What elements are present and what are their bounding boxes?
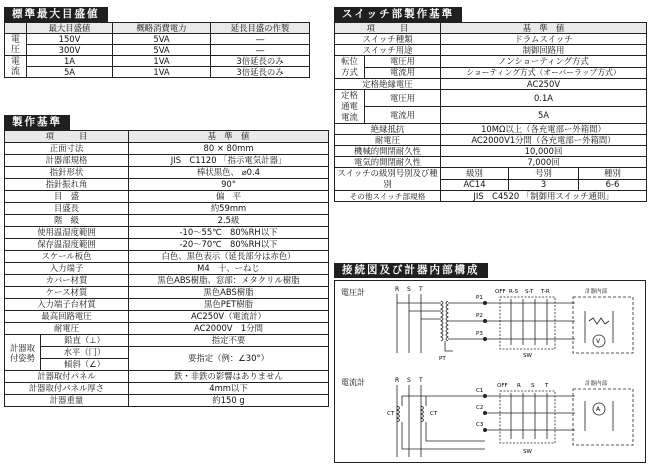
table-row xyxy=(335,45,647,56)
scale-table xyxy=(4,22,310,78)
grade-value: 6-6 xyxy=(579,179,647,191)
value-cell: ドラムスイッチ xyxy=(441,34,647,45)
sub-cell: 電流用 xyxy=(365,107,441,124)
grade-value: AC14 xyxy=(441,179,509,191)
transfer-label: 転位方式 xyxy=(335,56,365,79)
value-cell: ショーティング方式（オーバーラップ方式） xyxy=(441,67,647,79)
table-row xyxy=(5,143,329,155)
header-cell: 概略消費電力 xyxy=(113,23,211,34)
grade-label: スイッチの級別号別及び種別 xyxy=(335,168,441,191)
table-cell: 300V xyxy=(27,45,113,56)
wiring-diagram xyxy=(334,280,646,463)
item-cell: 入力端子台材質 xyxy=(5,299,129,311)
position-label: OFF xyxy=(497,383,508,389)
position-label: R-S xyxy=(509,289,519,295)
manufacturing-section-title: 製作基準 xyxy=(4,115,70,130)
table-row xyxy=(5,275,329,287)
item-cell: 計器取付パネル xyxy=(5,371,129,383)
value-cell: -20〜70℃ 80%RH以下 xyxy=(129,239,329,251)
header-cell: 最大目盛値 xyxy=(27,23,113,34)
position-label: S-T xyxy=(525,289,534,295)
table-row xyxy=(5,239,329,251)
value-cell: 白色、黒色表示（延長部分は赤色） xyxy=(129,251,329,263)
value-cell: 黒色ABS樹脂 xyxy=(129,287,329,299)
grade-value: 3 xyxy=(509,179,579,191)
sub-cell: 電流用 xyxy=(365,67,441,79)
value-cell: AC250V（電流計） xyxy=(129,311,329,323)
table-row xyxy=(5,347,329,359)
value-cell: 4mm以下 xyxy=(129,383,329,395)
ammeter-symbol: A xyxy=(596,406,601,413)
table-cell: 1A xyxy=(27,56,113,67)
table-row xyxy=(5,395,329,407)
value-cell: 10,000回 xyxy=(441,146,647,157)
table-row xyxy=(5,45,310,56)
table-cell: 5VA xyxy=(113,34,211,45)
rated-current-label: 定格通電電流 xyxy=(335,90,365,124)
item-cell: スケール板色 xyxy=(5,251,129,263)
value-cell: 約59mm xyxy=(129,203,329,215)
table-row xyxy=(5,34,310,45)
table-row xyxy=(5,203,329,215)
item-cell: 指針振れ角 xyxy=(5,179,129,191)
item-cell: 定格絶縁電圧 xyxy=(335,79,441,90)
value-cell: ノンショーティング方式 xyxy=(441,56,647,68)
item-cell: 耐電圧 xyxy=(5,323,129,335)
phase-label: S xyxy=(407,377,411,384)
table-row xyxy=(335,34,647,45)
item-cell: ケース材質 xyxy=(5,287,129,299)
value-cell: M4 十、ーねじ xyxy=(129,263,329,275)
item-cell: 計器重量 xyxy=(5,395,129,407)
value-cell: JIS C4520 「制御用スイッチ通則」 xyxy=(441,191,647,202)
value-cell: AC2000V1分間（各充電部ー外箱間） xyxy=(441,135,647,146)
wiring-diagram-svg xyxy=(335,281,645,462)
table-cell: 5VA xyxy=(113,45,211,56)
mounting-value: 要指定（例：∠30°） xyxy=(129,347,329,371)
item-cell: 階 級 xyxy=(5,215,129,227)
table-row xyxy=(335,191,647,202)
table-row xyxy=(335,124,647,135)
table-row xyxy=(335,56,647,68)
table-row xyxy=(5,155,329,167)
position-label: T-R xyxy=(541,289,550,295)
phase-label: T xyxy=(419,286,423,293)
table-cell: 150V xyxy=(27,34,113,45)
value-cell: AC2000V 1分間 xyxy=(129,323,329,335)
value-cell: JIS C1120 「指示電気計器」 xyxy=(129,155,329,167)
table-row xyxy=(5,311,329,323)
table-row xyxy=(5,287,329,299)
position-label: T xyxy=(545,383,549,389)
value-cell: -10〜55℃ 80%RH以下 xyxy=(129,227,329,239)
ct-label: CT xyxy=(430,411,438,417)
switch-table xyxy=(334,22,647,202)
table-row xyxy=(5,227,329,239)
item-cell: 計器部規格 xyxy=(5,155,129,167)
voltmeter-terminals xyxy=(483,301,487,341)
sw-label: SW xyxy=(523,449,532,455)
sub-cell: 電圧用 xyxy=(365,56,441,68)
header-value: 基 準 値 xyxy=(441,23,647,34)
ammeter-circuit xyxy=(397,385,633,457)
terminal-label: P2 xyxy=(476,313,483,319)
item-cell: 計器取付パネル厚さ xyxy=(5,383,129,395)
position-label: OFF xyxy=(495,289,506,295)
header-value: 基 準 値 xyxy=(129,131,329,143)
item-cell: 電気的開閉耐久性 xyxy=(335,157,441,168)
ammeter-terminals xyxy=(483,394,487,432)
sw-label: SW xyxy=(523,353,532,359)
table-row xyxy=(335,67,647,79)
table-row xyxy=(5,299,329,311)
phase-label: R xyxy=(395,377,400,384)
mounting-sub: 鉛直（⊥） xyxy=(41,335,129,347)
table-row xyxy=(5,56,310,67)
value-cell: 棒状黒色、 ⌀0.4 xyxy=(129,167,329,179)
value-cell: 約150 g xyxy=(129,395,329,407)
terminal-label: C2 xyxy=(476,405,484,411)
item-cell: カバー材質 xyxy=(5,275,129,287)
table-cell: 1VA xyxy=(113,67,211,78)
item-cell: 機械的開閉耐久性 xyxy=(335,146,441,157)
value-cell: 2.5級 xyxy=(129,215,329,227)
voltmeter-label: 電圧計 xyxy=(341,288,365,297)
position-label: R xyxy=(517,383,521,389)
item-cell: 絶縁抵抗 xyxy=(335,124,441,135)
header-cell: 延長目盛の作製 xyxy=(211,23,310,34)
value-cell: 制御回路用 xyxy=(441,45,647,56)
value-cell: 偏 平 xyxy=(129,191,329,203)
value-cell: 80 × 80mm xyxy=(129,143,329,155)
terminal-label: C1 xyxy=(476,388,484,394)
value-cell: 黒色ABS樹脂、窓部：メタクリル樹脂 xyxy=(129,275,329,287)
table-row xyxy=(335,157,647,168)
ammeter-label: 電流計 xyxy=(341,378,365,387)
mounting-value: 指定不要 xyxy=(129,335,329,347)
table-row xyxy=(5,323,329,335)
item-cell: 入力端子 xyxy=(5,263,129,275)
table-header-row xyxy=(5,23,310,34)
table-row xyxy=(5,251,329,263)
grade-header: 号別 xyxy=(509,168,579,180)
table-row xyxy=(335,90,647,107)
switch-section-title: スイッチ部製作基準 xyxy=(334,7,462,22)
table-cell: 5A xyxy=(27,67,113,78)
phase-label: T xyxy=(419,377,423,384)
group-label-current: 電流 xyxy=(5,56,27,78)
diagram-section-title: 接続図及び計器内部構成 xyxy=(334,263,488,278)
table-row xyxy=(335,135,647,146)
header-item: 項 目 xyxy=(5,131,129,143)
value-cell: 鉄・非鉄の影響はありません xyxy=(129,371,329,383)
item-cell: スイッチ用途 xyxy=(335,45,441,56)
item-cell: 耐電圧 xyxy=(335,135,441,146)
value-cell: 5A xyxy=(441,107,647,124)
item-cell: 指針形状 xyxy=(5,167,129,179)
voltmeter-symbol: V xyxy=(596,338,601,345)
table-row xyxy=(5,179,329,191)
table-row xyxy=(335,146,647,157)
item-cell: 目 盛 xyxy=(5,191,129,203)
table-row xyxy=(5,263,329,275)
item-cell: 保存温湿度範囲 xyxy=(5,239,129,251)
item-cell: 目盛長 xyxy=(5,203,129,215)
table-header-row xyxy=(5,131,329,143)
sub-cell: 電圧用 xyxy=(365,90,441,107)
table-cell: ― xyxy=(211,45,310,56)
table-cell: 1VA xyxy=(113,56,211,67)
value-cell: 7,000回 xyxy=(441,157,647,168)
item-cell: 使用温湿度範囲 xyxy=(5,227,129,239)
table-row xyxy=(5,215,329,227)
table-cell: ― xyxy=(211,34,310,45)
terminal-label: P3 xyxy=(476,331,483,337)
table-row xyxy=(5,371,329,383)
grade-header: 級別 xyxy=(441,168,509,180)
header-item: 項 目 xyxy=(335,23,441,34)
terminal-label: C3 xyxy=(476,422,484,428)
table-row xyxy=(335,107,647,124)
table-cell: 3倍延長のみ xyxy=(211,56,310,67)
mounting-sub: 傾斜（∠） xyxy=(41,359,129,371)
internal-label: 計器内部 xyxy=(585,289,608,295)
table-row xyxy=(5,167,329,179)
group-label-voltage: 電圧 xyxy=(5,34,27,56)
item-cell: 正面寸法 xyxy=(5,143,129,155)
table-row xyxy=(335,79,647,90)
terminal-label: P1 xyxy=(476,295,483,301)
table-row xyxy=(335,168,647,180)
mounting-sub: 水平（冂） xyxy=(41,347,129,359)
value-cell: 黒色PET樹脂 xyxy=(129,299,329,311)
table-header-row xyxy=(335,23,647,34)
table-cell: 3倍延長のみ xyxy=(211,67,310,78)
table-row xyxy=(5,67,310,78)
grade-header: 種別 xyxy=(579,168,647,180)
internal-label: 計器内部 xyxy=(585,381,608,387)
table-row xyxy=(5,383,329,395)
item-cell: 最高回路電圧 xyxy=(5,311,129,323)
value-cell: 0.1A xyxy=(441,90,647,107)
value-cell: 90° xyxy=(129,179,329,191)
table-row xyxy=(5,335,329,347)
value-cell: AC250V xyxy=(441,79,647,90)
pt-label: PT xyxy=(439,356,446,362)
mounting-label: 計器取付姿勢 xyxy=(5,335,41,371)
table-row xyxy=(5,191,329,203)
ct-label: CT xyxy=(387,411,395,417)
phase-label: R xyxy=(395,286,400,293)
scale-section-title: 標準最大目盛値 xyxy=(4,7,108,22)
phase-label: S xyxy=(407,286,411,293)
value-cell: 10MΩ以上（各充電部ー外箱間） xyxy=(441,124,647,135)
manufacturing-table xyxy=(4,130,329,407)
item-cell: スイッチ種類 xyxy=(335,34,441,45)
position-label: S xyxy=(531,383,535,389)
item-cell: その他スイッチ部規格 xyxy=(335,191,441,202)
